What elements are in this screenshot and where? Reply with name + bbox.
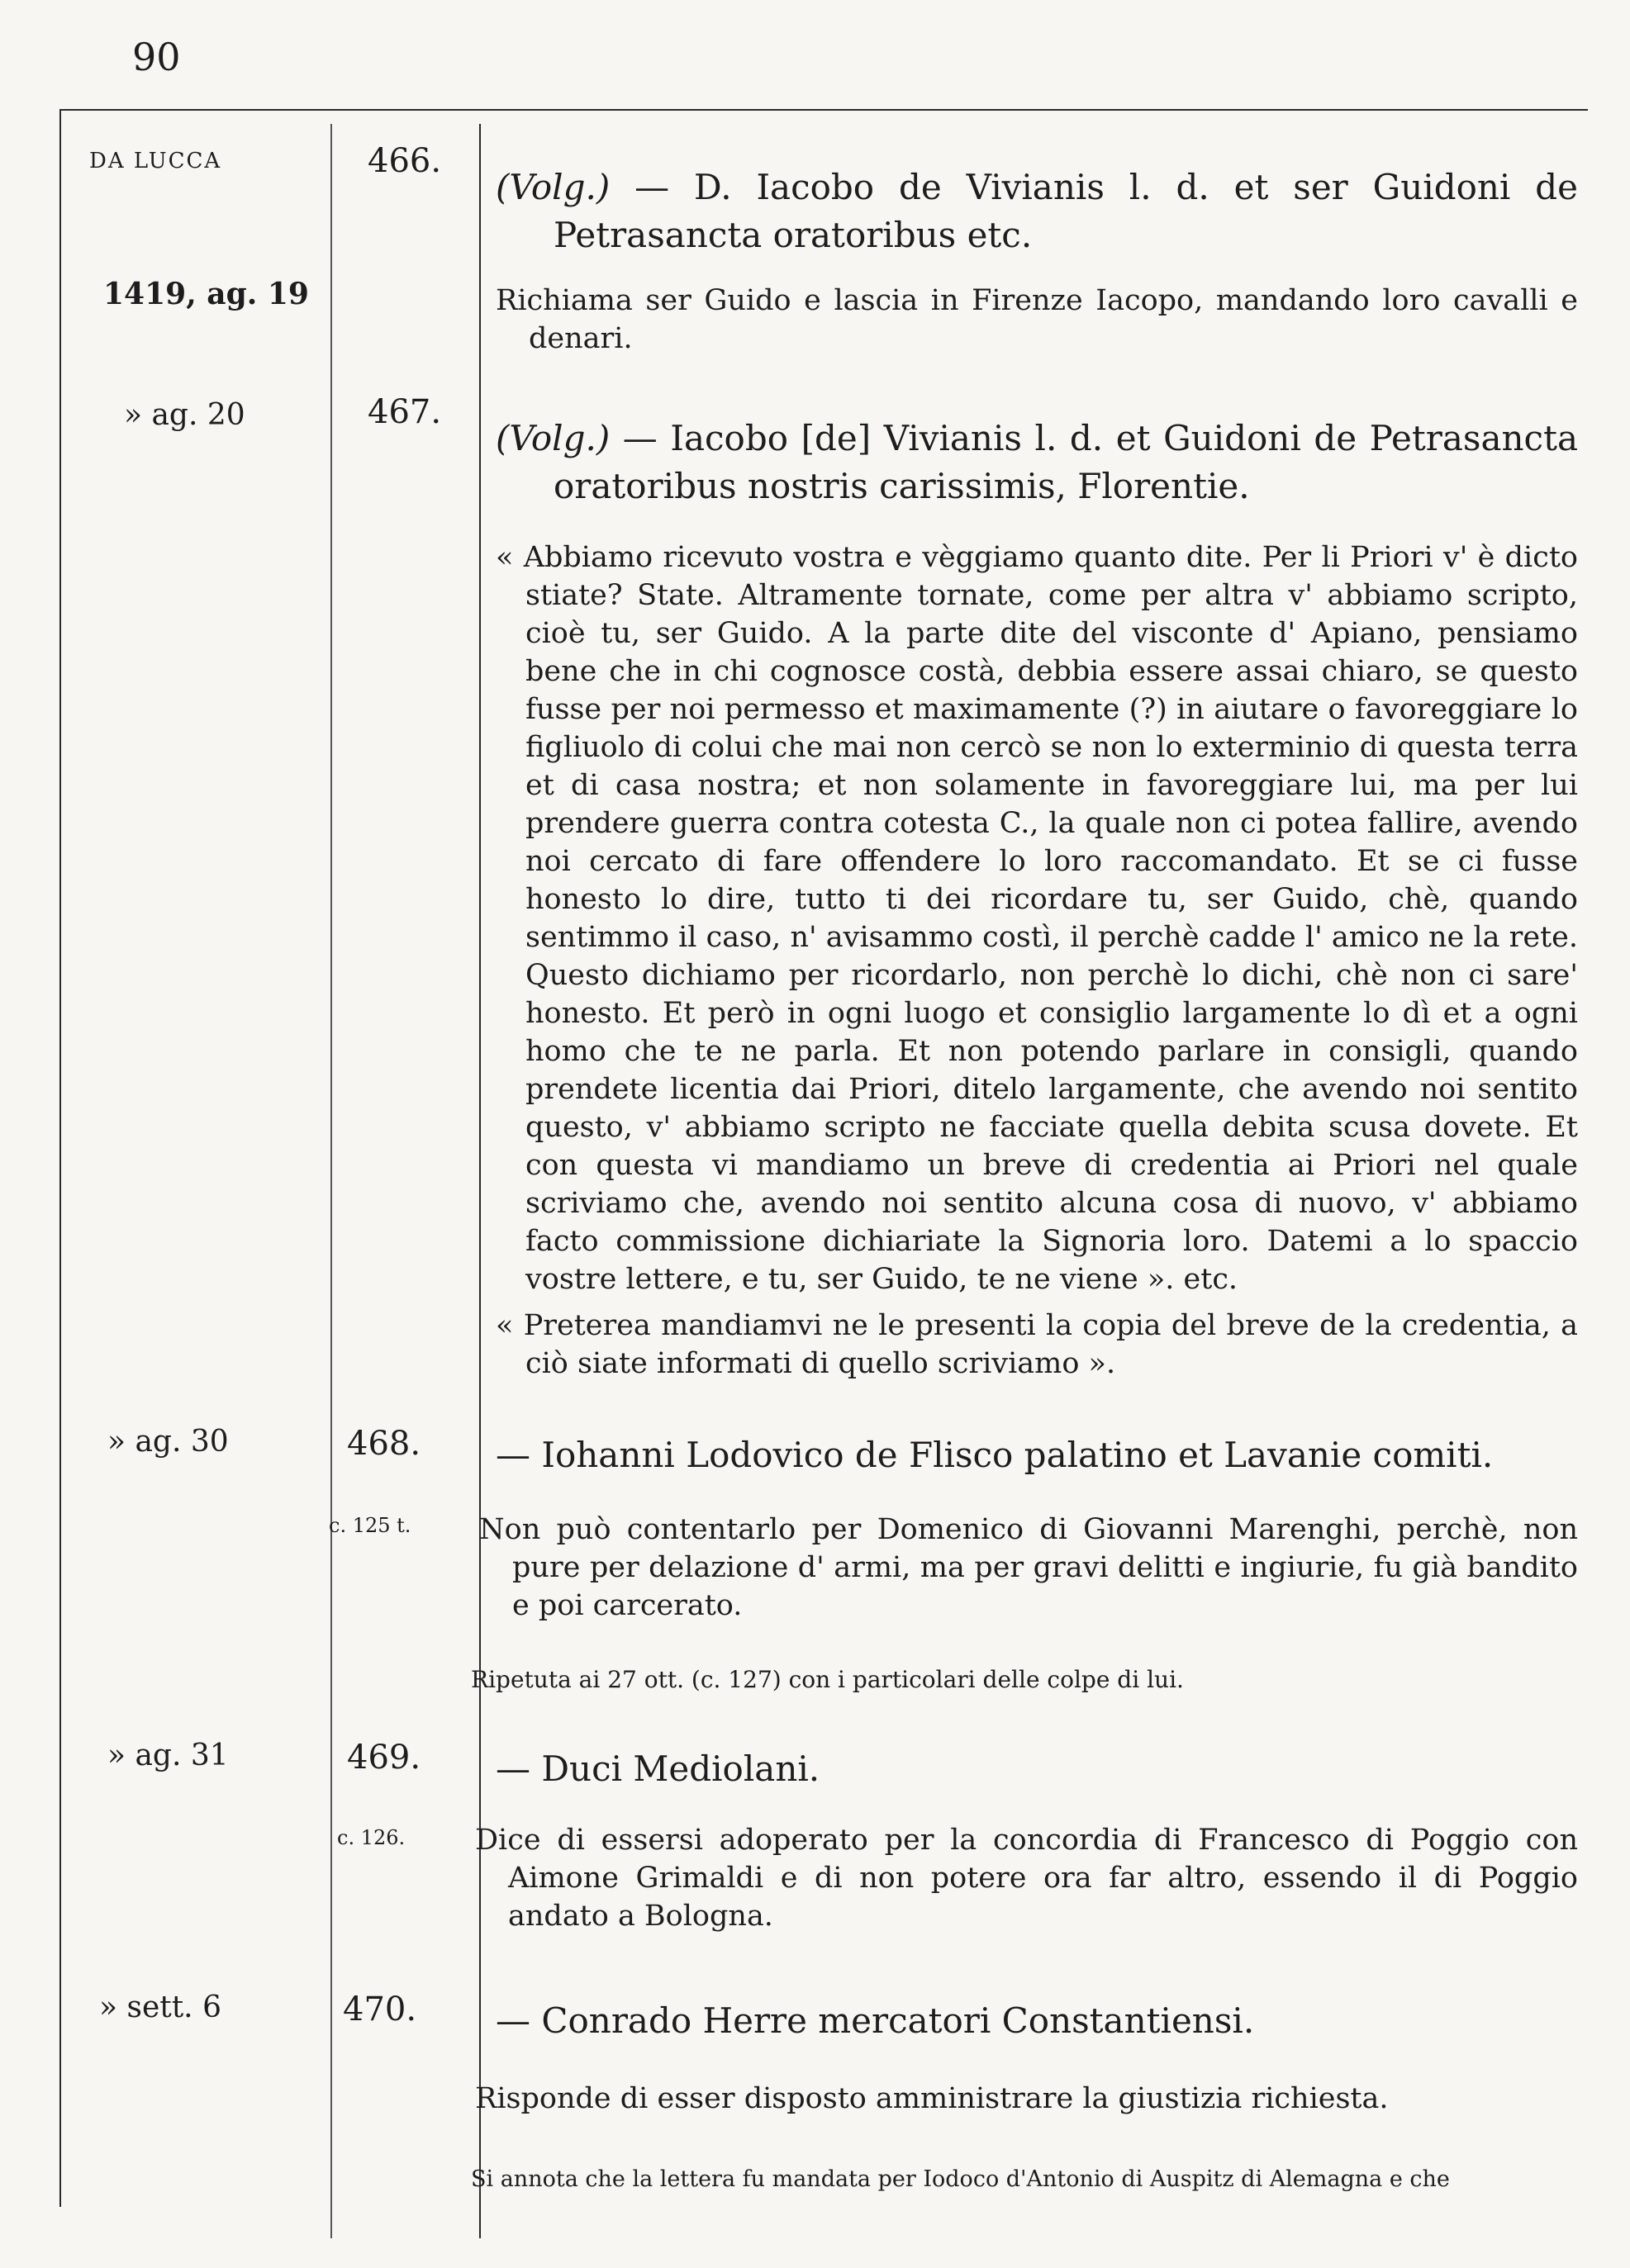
entry-summary	[479, 1511, 1578, 1625]
entry-title	[496, 1997, 1578, 2045]
title-text: — Iacobo [de] Vivianis l. d. et Guidoni de Petrasancta oratoribus nostris carissimis, Florentie.	[554, 418, 1578, 506]
entry-note: Si annota che la lettera fu mandata per Iodoco d'Antonio di Auspitz di Alemagna e che	[471, 2166, 1450, 2192]
entry-number: 470.	[343, 1990, 417, 2028]
entry-date: » ag. 20	[124, 398, 245, 432]
column-rule-dates	[330, 124, 332, 2238]
title-text: — Iohanni Lodovico de Flisco palatino et Lavanie comiti.	[496, 1435, 1494, 1475]
entry-title	[496, 1431, 1578, 1479]
entry-summary	[475, 2080, 1578, 2118]
page-number: 90	[132, 35, 181, 79]
entry-summary	[475, 1821, 1578, 1935]
entry-date: » sett. 6	[99, 1990, 221, 2024]
entry-number: 469.	[347, 1739, 421, 1777]
entry-date: 1419, ag. 19	[103, 277, 309, 311]
quote-text: « Abbiamo ricevuto vostra e vèggiamo quanto dite. Per li Priori v' è dicto stiate? State. Altramente tornate, come per altra v' abbiamo scripto, cioè tu, ser Guido. A la parte dite del visconte d' Apiano, pensiamo bene che in chi cognosce costà, debbia essere assai chiaro, se questo fusse per noi permesso et maximamente (?) in aiutare o favoreggiare lo figliuolo di colui che mai non cercò se non lo exterminio di questa terra et di casa nostra; et non solamente in favoreggiare lui, ma per lui prendere guerra contra cotesta C., la quale non ci potea fallire, avendo noi cercato di fare offendere lo loro raccomandato. Et se ci fusse honesto lo dire, tutto ti dei ricordare tu, ser Guido, chè, quando sentimmo il caso, n' avisammo costì, il perchè cadde l' amico ne la rete. Questo dichiamo per ricordarlo, non perchè lo dichi, chè non ci sare' honesto. Et però in ogni luogo et consiglio largamente lo dì et a ogni homo che te ne parla. Et non potendo parlare in consigli, quando prendete licentia dai Priori, ditelo largamente, che avendo noi sentito questo, v' abbiamo scripto ne facciate quella debita scusa dovete. Et con questa vi mandiamo un breve di credentia ai Priori nel quale scriviamo che, avendo noi sentito alcuna cosa di nuovo, v' abbiamo facto commissione dichiariate la Signoria loro. Datemi a lo spaccio vostre lettere, e tu, ser Guido, te ne viene ». etc.	[496, 541, 1578, 1296]
title-prefix: (Volg.)	[496, 418, 611, 458]
folio-reference: c. 125 t.	[329, 1514, 411, 1537]
title-text: — D. Iacobo de Vivianis l. d. et ser Guidoni de Petrasancta oratoribus etc.	[554, 167, 1578, 255]
entry-date: DA LUCCA	[89, 149, 222, 173]
top-rule	[59, 109, 1588, 111]
title-prefix: (Volg.)	[496, 167, 611, 207]
entry-number: 467.	[368, 393, 442, 431]
summary-text: Risponde di esser disposto amministrare la giustizia richiesta.	[475, 2082, 1389, 2115]
summary-text: Dice di essersi adoperato per la concordia di Francesco di Poggio con Aimone Grimaldi e di non potere ora far altro, essendo il di Poggio andato a Bologna.	[475, 1824, 1578, 1933]
entry-number: 466.	[368, 142, 442, 180]
entry-title	[496, 164, 1578, 259]
summary-text: Richiama ser Guido e lascia in Firenze Iacopo, mandando loro cavalli e denari.	[496, 284, 1578, 355]
entry-date: » ag. 30	[107, 1425, 229, 1459]
entry-title	[496, 1745, 1578, 1793]
left-rule	[59, 109, 61, 2207]
entry-date: » ag. 31	[107, 1739, 229, 1772]
entry-number: 468.	[347, 1425, 421, 1463]
title-text: — Conrado Herre mercatori Constantiensi.	[496, 2000, 1255, 2041]
quote-paragraph-2	[496, 1307, 1578, 1383]
entry-title	[496, 415, 1578, 510]
quote-text: « Preterea mandiamvi ne le presenti la copia del breve de la credentia, a ciò siate informati di quello scriviamo ».	[496, 1309, 1578, 1380]
entry-note: Ripetuta ai 27 ott. (c. 127) con i particolari delle colpe di lui.	[471, 1666, 1184, 1693]
folio-reference: c. 126.	[337, 1826, 406, 1849]
title-text: — Duci Mediolani.	[496, 1748, 820, 1789]
entry-summary	[496, 282, 1578, 358]
summary-text: Non può contentarlo per Domenico di Giovanni Marenghi, perchè, non pure per delazione d' armi, ma per gravi delitti e ingiurie, fu già bandito e poi carcerato.	[479, 1513, 1578, 1622]
quote-paragraph	[496, 539, 1578, 1298]
